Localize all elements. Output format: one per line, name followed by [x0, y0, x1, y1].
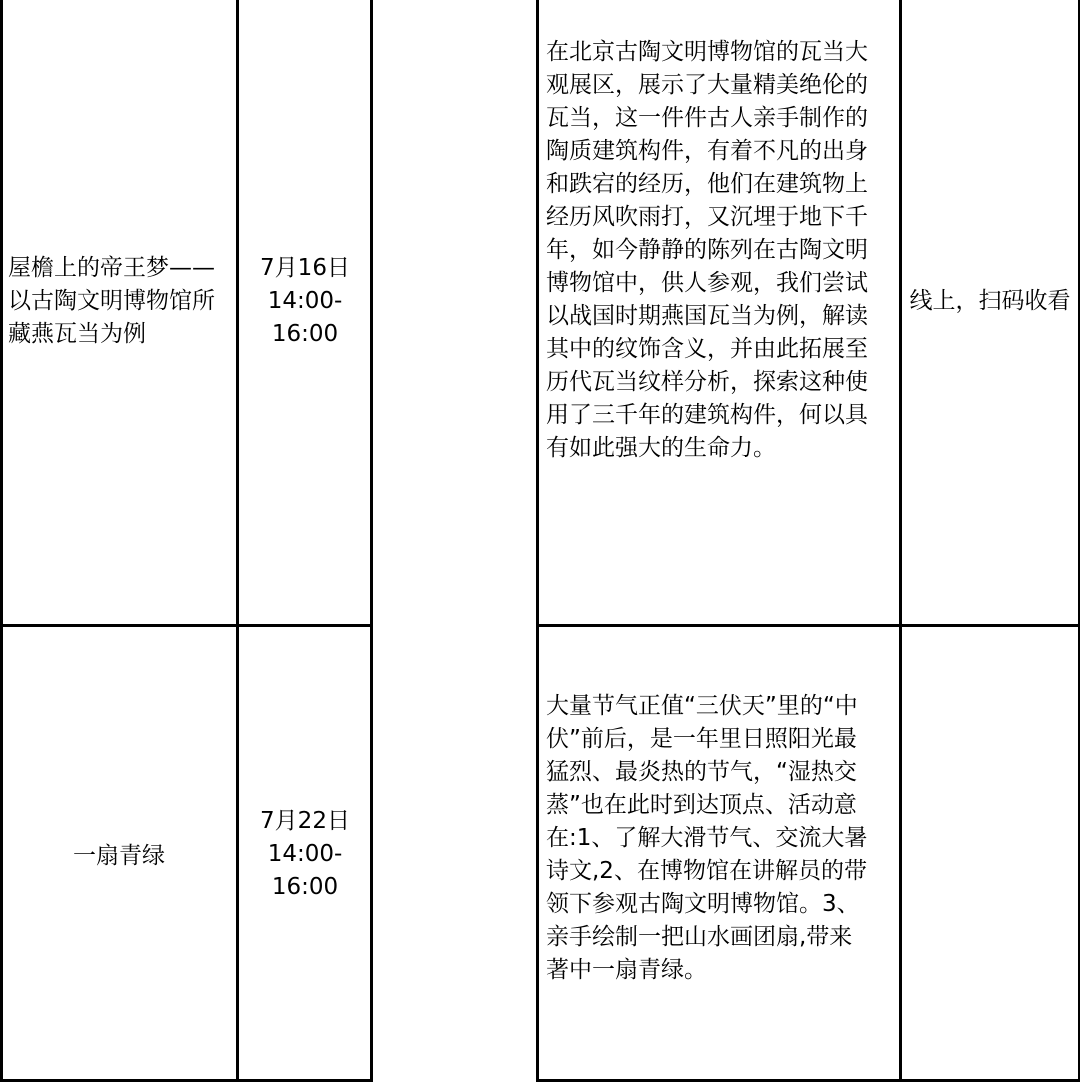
event-time: 14:00-16:00 [267, 288, 343, 347]
event-time: 14:00-16:00 [267, 841, 343, 900]
event-title: 屋檐上的帝王梦——以古陶文明博物馆所藏燕瓦当为例 [8, 255, 215, 347]
row-divider-right [536, 624, 1080, 627]
event-description: 大量节气正值“三伏天”里的“中伏”前后，是一年里日照阳光最猛烈、最炎热的节气，“湿热交蒸”也在此时到达顶点、活动意在:1、了解大滑节气、交流大暑诗文,2、在博物馆在讲解员的带领下参观古陶文明博物馆。3、亲手绘制一把山水画团扇,带来著中一扇青绿。 [546, 693, 868, 983]
table-row-1-title [4, 252, 234, 351]
table-row-1-datetime [240, 252, 370, 351]
table-row-1-mode [902, 268, 1078, 334]
event-date: 7月16日 [260, 255, 350, 281]
table-row-2-mode [902, 836, 1078, 876]
event-description: 在北京古陶文明博物馆的瓦当大观展区，展示了大量精美绝伦的瓦当，这一件件古人亲手制作的陶质建筑构件，有着不凡的出身和跌宕的经历，他们在建筑物上经历风吹雨打，又沉埋于地下千年，如今静静的陈列在古陶文明博物馆中，供人参观，我们尝试以战国时期燕国瓦当为例，解读其中的纹饰含义，并由此拓展至历代瓦当纹样分析，探索这种使用了三千年的建筑构件，何以具有如此强大的生命力。 [546, 39, 868, 461]
table-row-2-title [4, 836, 234, 876]
event-title: 一扇青绿 [73, 842, 165, 869]
column-divider-right [899, 0, 902, 1082]
event-date: 7月22日 [260, 808, 350, 834]
table-row-1-description [540, 36, 876, 465]
row-divider-left [0, 624, 373, 627]
left-table [0, 0, 373, 1082]
table-row-2-datetime [240, 805, 370, 904]
table-row-2-description [540, 690, 876, 987]
event-mode: 线上，扫码收看 [909, 287, 1071, 314]
column-divider-left [236, 0, 239, 1082]
